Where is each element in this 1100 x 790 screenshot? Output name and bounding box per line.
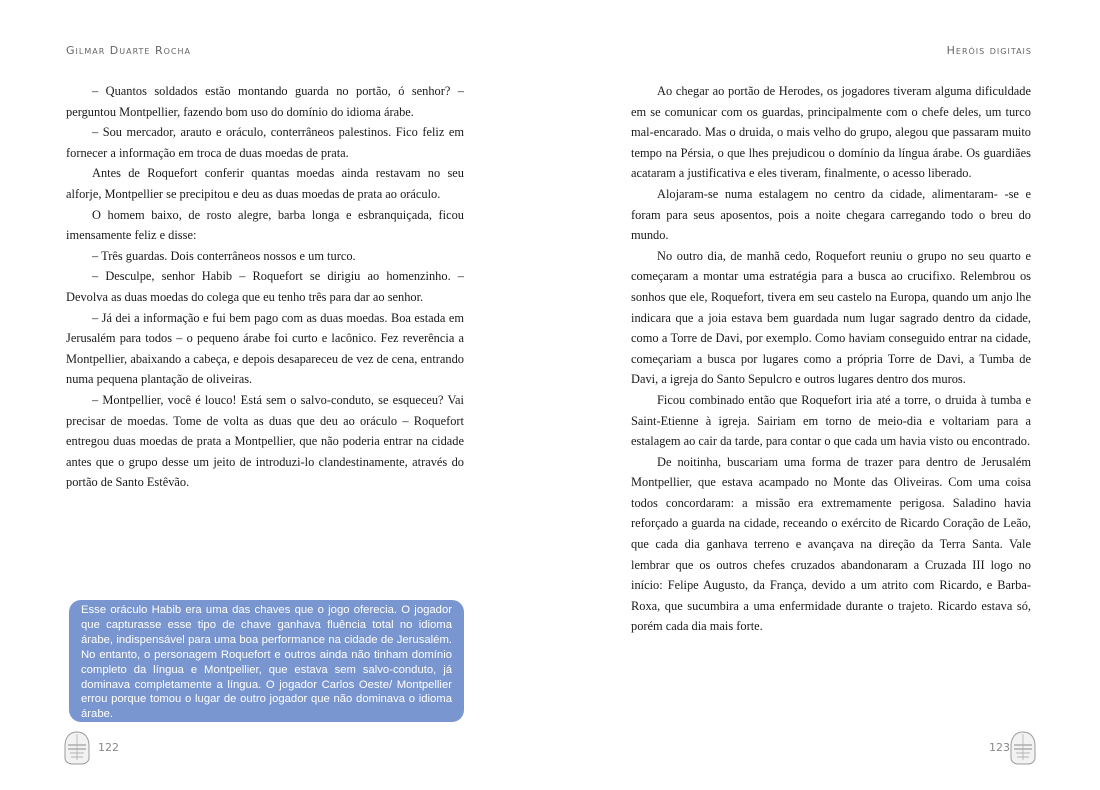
paragraph: – Já dei a informação e fui bem pago com as duas moedas. Boa estada em Jerusalém para todos – o pequeno árabe foi curto e lacônico. Fez reverência a Montpellier, abaixando a cabeça, e depois desapareceu de vez de cena, entrando numa pequena plantação de oliveiras. <box>66 310 464 387</box>
right-body-text <box>631 81 1031 637</box>
paragraph: Ficou combinado então que Roquefort iria até a torre, o druida à tumba e Saint-Etienne à igreja. Sairiam em torno de meio-dia e voltariam para a estalagem ao cair da tarde, para contar o que cada um havia visto ou encontrado. <box>631 392 1031 449</box>
game-note-callout: Esse oráculo Habib era uma das chaves que o jogo oferecia. O jogador que capturasse esse tipo de chave ganhava fluência total no idioma árabe, indispensável para uma boa performance na cidade de Jerusalém. No entanto, o personagem Roquefort e outros ainda não tinham domínio completo da língua e Montpellier, que estava sem salvo-conduto, já dominava completamente a língua. O jogador Carlos Oeste/ Montpellier errou porque tomou o lugar de outro jogador que não dominava o idioma árabe. <box>69 600 464 722</box>
page-number: 123 <box>989 741 1010 754</box>
knight-helmet-icon <box>1008 730 1038 766</box>
paragraph: – Três guardas. Dois conterrâneos nossos e um turco. <box>92 248 356 263</box>
paragraph: – Quantos soldados estão montando guarda no portão, ó senhor? – perguntou Montpellier, fazendo bom uso do domínio do idioma árabe. <box>66 84 464 119</box>
paragraph: Ao chegar ao portão de Herodes, os jogadores tiveram alguma dificuldade em se comunicar com os guardas, principalmente com o chefe deles, um turco mal-encarado. Mas o druida, o mais velho do grupo, alegou que passaram muito tempo na Pérsia, o que lhes prejudicou o domínio da língua árabe. Os guardiães acataram a justificativa e eles tiveram, finalmente, o acesso liberado. <box>631 84 1031 181</box>
paragraph: De noitinha, buscariam uma forma de trazer para dentro de Jerusalém Montpellier, que estava acampado no Monte das Oliveiras. Com uma coisa todos concordaram: a missão era extremamente perigosa. Saladino havia reforçado a guarda na cidade, receando o exército de Ricardo Coração de Leão, que cada dia ganhava terreno e avançava na direção da Terra Santa. Vale lembrar que os outros chefes cruzados abandonaram a Cruzada III logo no início: Felipe Augusto, da França, devido a um atrito com Ricardo, e Barba-Roxa, que sucumbira a uma enfermidade durante o trajeto. Ricardo estava só, porém cada dia mais forte. <box>631 454 1031 634</box>
paragraph: O homem baixo, de rosto alegre, barba longa e esbranquiçada, ficou imensamente feliz e disse: <box>66 207 464 243</box>
knight-helmet-icon <box>62 730 92 766</box>
title-running-header: Heróis digitais <box>946 44 1032 57</box>
right-page <box>550 0 1100 790</box>
paragraph: Antes de Roquefort conferir quantas moedas ainda restavam no seu alforje, Montpellier se precipitou e deu as duas moedas de prata ao oráculo. <box>66 166 464 201</box>
paragraph: – Sou mercador, arauto e oráculo, conterrâneos palestinos. Fico feliz em fornecer a informação em troca de duas moedas de prata. <box>66 125 464 160</box>
paragraph: – Montpellier, você é louco! Está sem o salvo-conduto, se esqueceu? Vai precisar de moedas. Tome de volta as duas que deu ao oráculo – Roquefort entregou duas moedas de prata a Montpellier, que não poderia entrar na cidade antes que o grupo desse um jeito de introduzi-lo clandestinamente, através do portão de Santo Estêvão. <box>66 392 464 490</box>
paragraph: No outro dia, de manhã cedo, Roquefort reuniu o grupo no seu quarto e começaram a montar uma estratégia para a busca ao crucifixo. Relembrou os sonhos que ele, Roquefort, tivera em seu castelo na Europa, quando um anjo lhe indicara que a joia estava bem guardada num lugar sagrado dentro da cidade, como a Torre de Davi, por exemplo. Como haviam conseguido entrar na cidade, começariam a busca por lugares como a própria Torre de Davi, a Tumba de Davi, a igreja do Santo Sepulcro e outros lugares dentro dos muros. <box>631 248 1031 387</box>
paragraph: Alojaram-se numa estalagem no centro da cidade, alimentaram- -se e foram para seus aposentos, pois a noite chegara carregando todo o breu do mundo. <box>631 186 1031 243</box>
author-running-header: Gilmar Duarte Rocha <box>66 44 191 57</box>
paragraph: – Desculpe, senhor Habib – Roquefort se dirigiu ao homenzinho. – Devolva as duas moedas do colega que eu tenho três para dar ao senhor. <box>66 269 464 304</box>
page-number: 122 <box>98 741 119 754</box>
left-body-text <box>66 81 464 493</box>
